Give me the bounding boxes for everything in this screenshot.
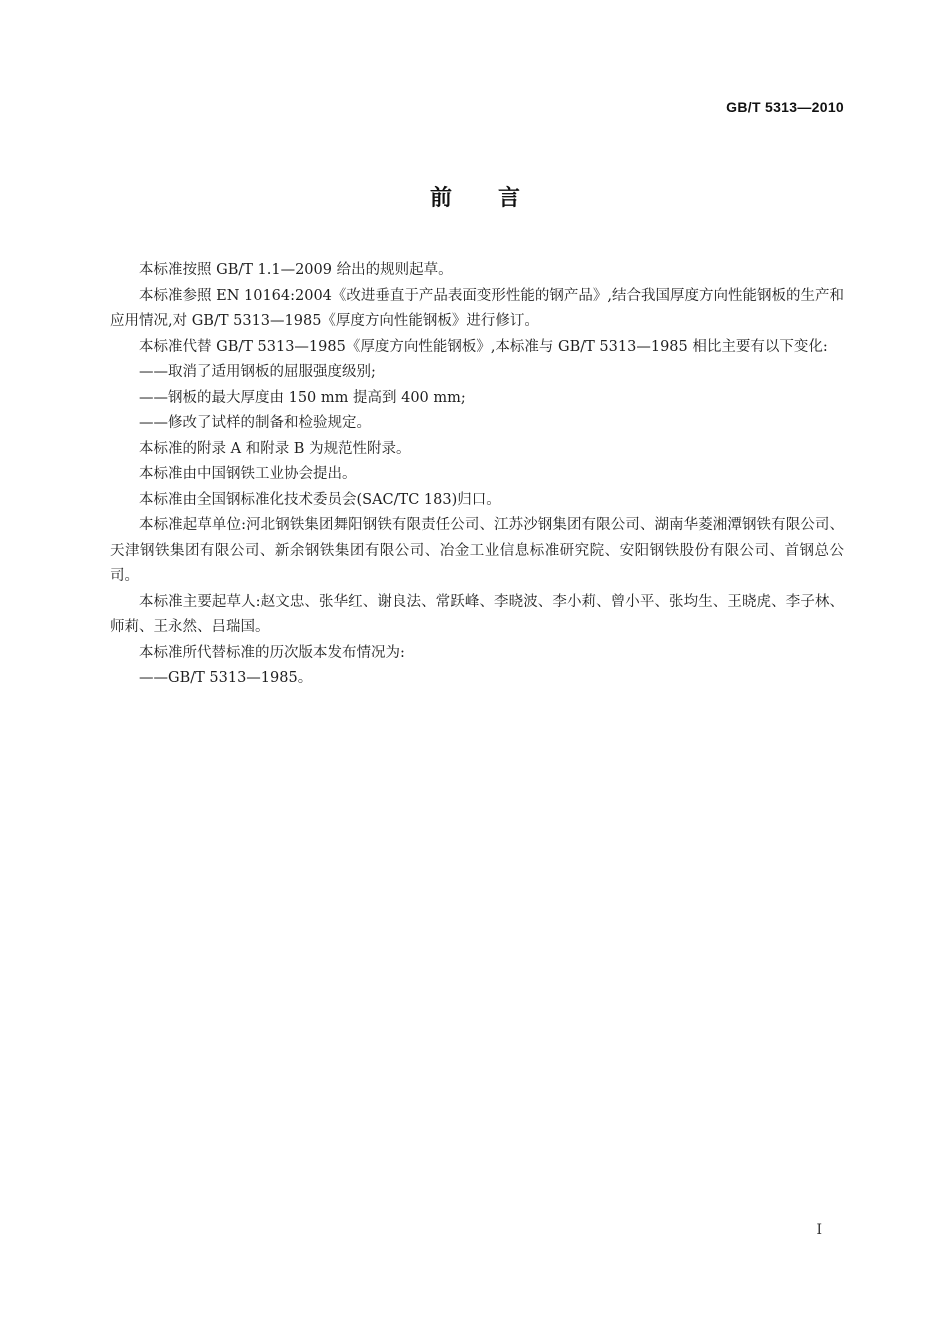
page-title: 前言: [429, 186, 566, 211]
change-item: ——修改了试样的制备和检验规定。: [139, 415, 371, 431]
paragraph-drafting-rules: 本标准按照 GB/T 1.1—2009 给出的规则起草。: [139, 262, 453, 278]
paragraph-annexes: 本标准的附录 A 和附录 B 为规范性附录。: [139, 440, 411, 457]
body-text: [110, 258, 844, 692]
paragraph-drafters: 本标准主要起草人:赵文忠、张华红、谢良法、常跃峰、李晓波、李小莉、曾小平、张均生、王晓虎、李子林、师莉、王永然、吕瑞国。: [110, 593, 844, 635]
paragraph-drafting-units: 本标准起草单位:河北钢铁集团舞阳钢铁有限责任公司、江苏沙钢集团有限公司、湖南华菱湘潭钢铁有限公司、天津钢铁集团有限公司、新余钢铁集团有限公司、冶金工业信息标准研究院、安阳钢铁股份有限公司、首钢总公司。: [110, 517, 844, 584]
history-item: ——GB/T 5313—1985。: [139, 670, 313, 686]
paragraph-reference: 本标准参照 EN 10164:2004《改进垂直于产品表面变形性能的钢产品》,结合我国厚度方向性能钢板的生产和应用情况,对 GB/T 5313—1985《厚度方向性能钢板》进行修订。: [110, 287, 845, 329]
paragraph-history: 本标准所代替标准的历次版本发布情况为:: [139, 644, 405, 661]
change-item: ——取消了适用钢板的屈服强度级别;: [139, 364, 376, 380]
page-number: I: [816, 1222, 822, 1238]
paragraph-proposer: 本标准由中国钢铁工业协会提出。: [139, 466, 357, 482]
paragraph-replacement: 本标准代替 GB/T 5313—1985《厚度方向性能钢板》,本标准与 GB/T 5313—1985 相比主要有以下变化:: [139, 338, 828, 355]
change-item: ——钢板的最大厚度由 150 mm 提高到 400 mm;: [139, 389, 466, 406]
paragraph-committee: 本标准由全国钢标准化技术委员会(SAC/TC 183)归口。: [139, 491, 501, 508]
standard-number: GB/T 5313—2010: [726, 99, 844, 115]
